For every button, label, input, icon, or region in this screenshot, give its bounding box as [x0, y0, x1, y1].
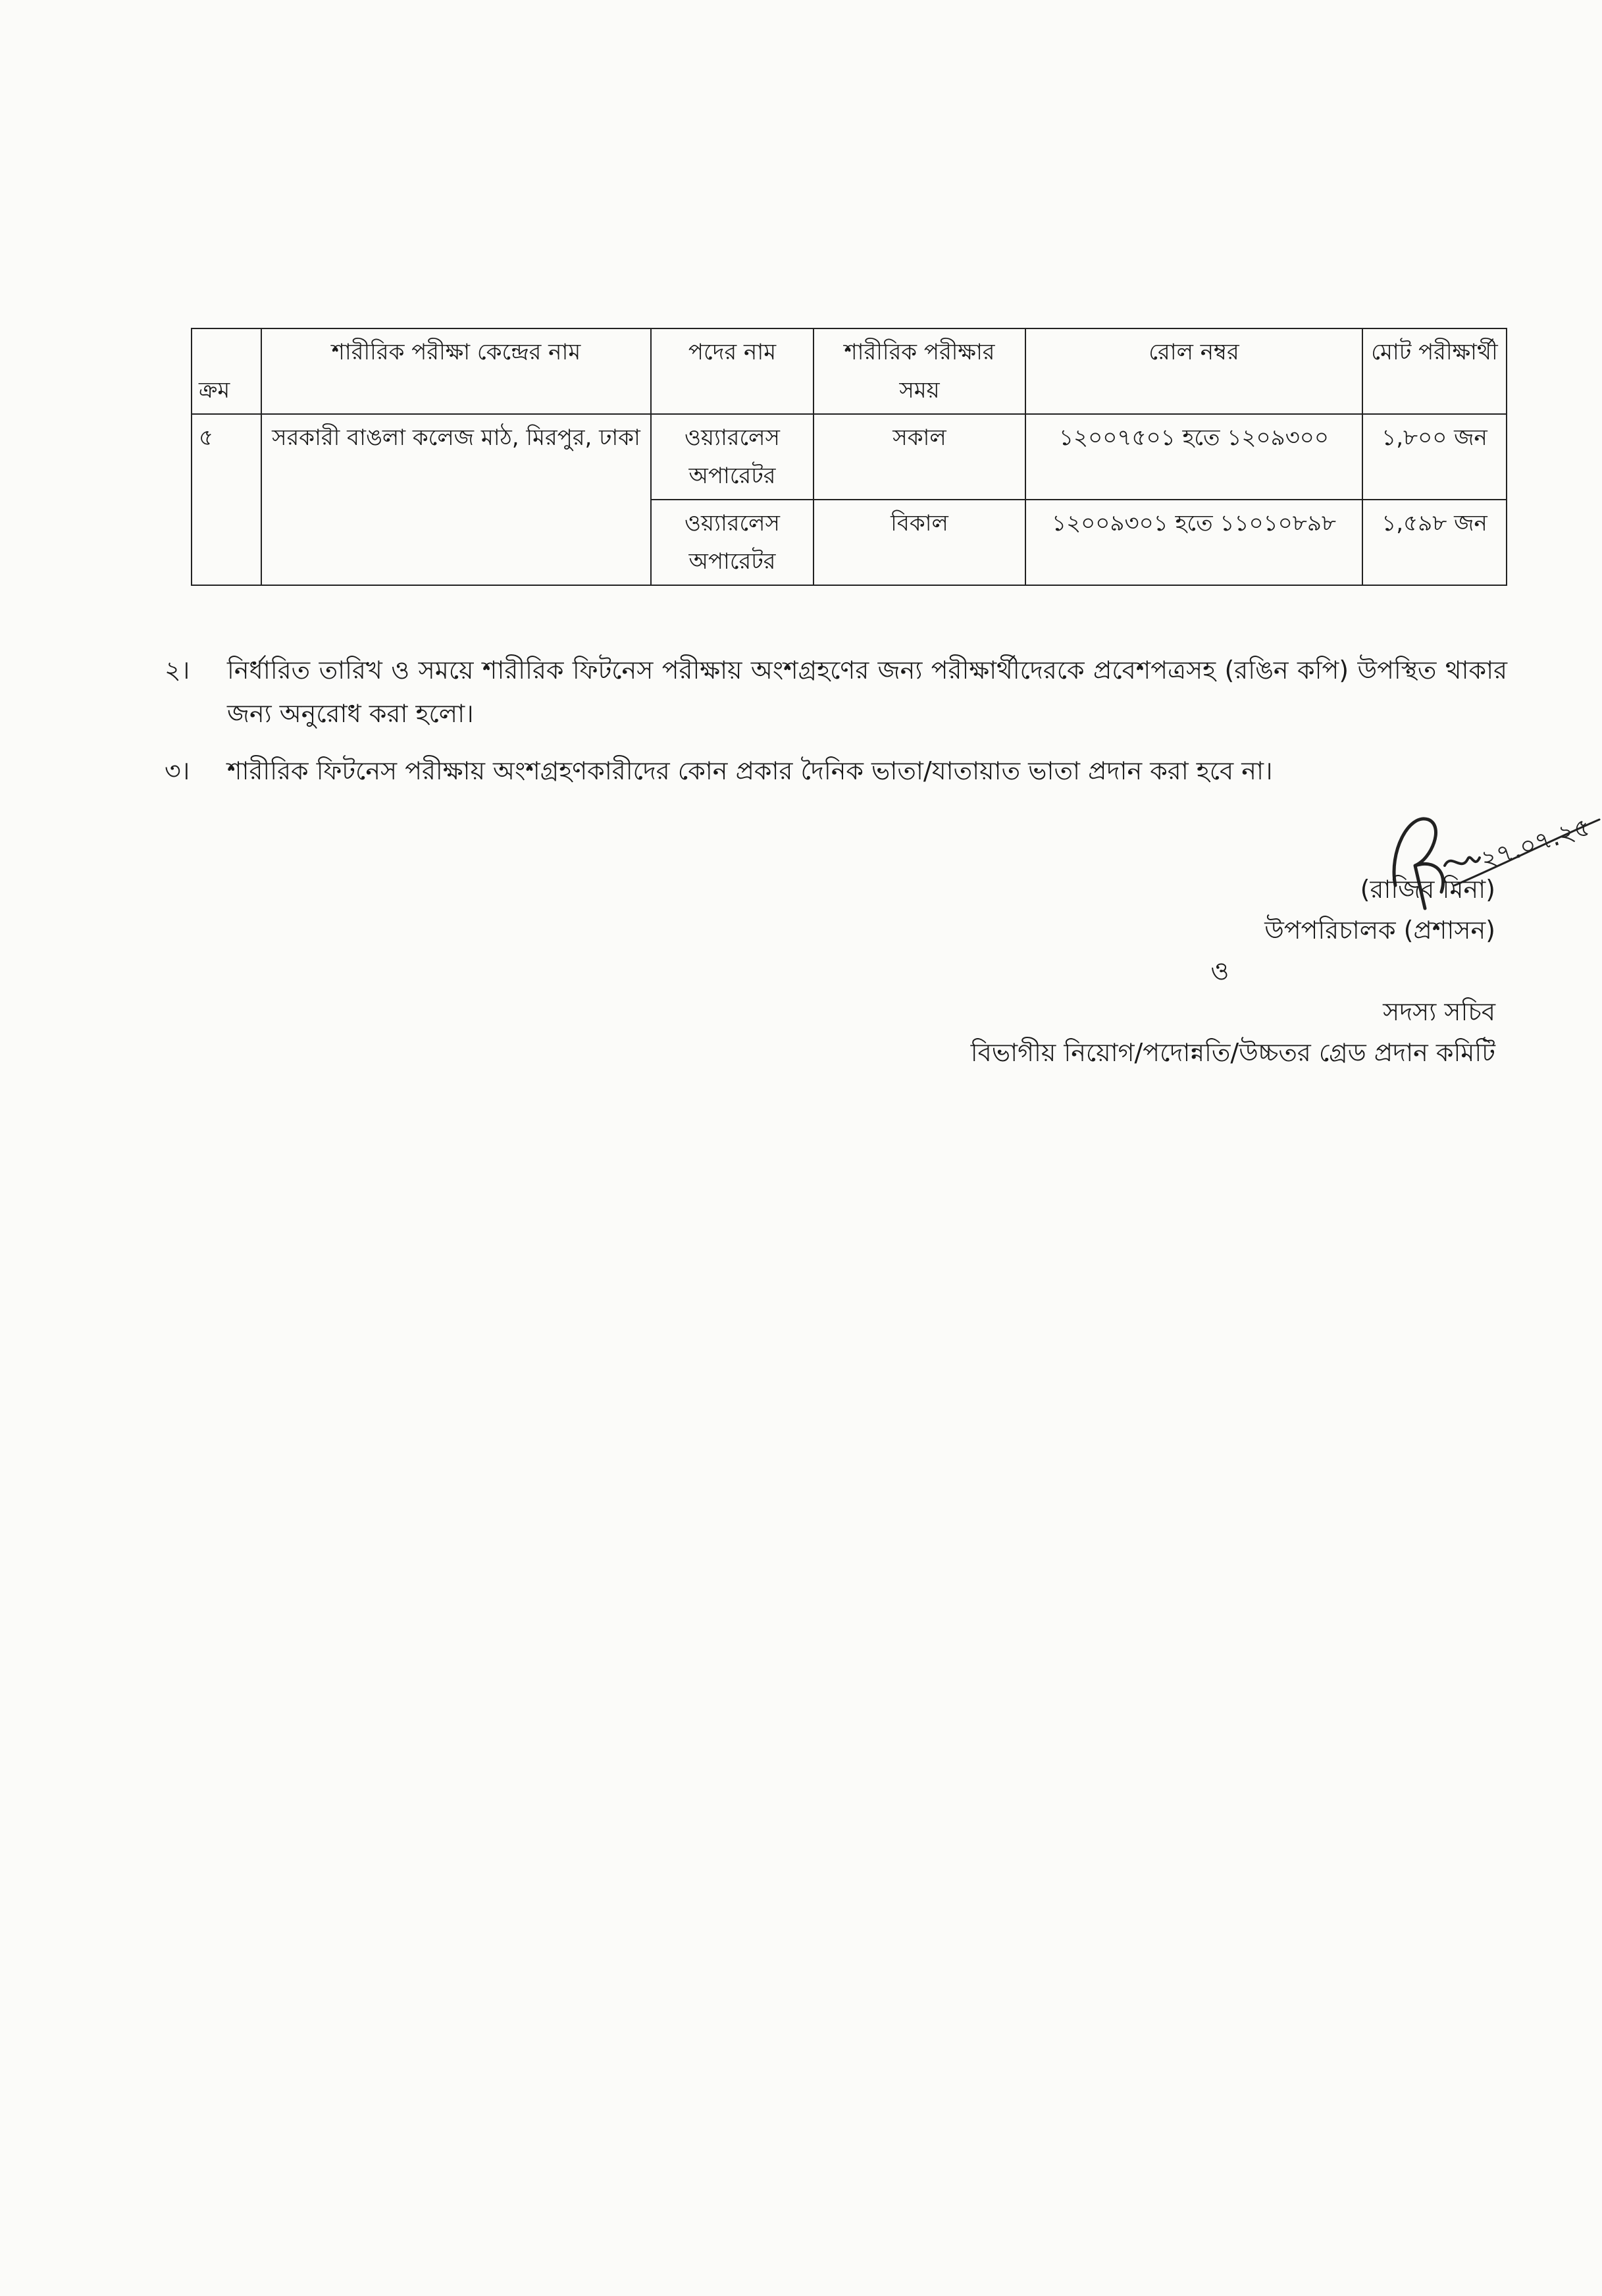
- cell-center-name: সরকারী বাঙলা কলেজ মাঠ, মিরপুর, ঢাকা: [261, 414, 651, 585]
- paragraph-text: নির্ধারিত তারিখ ও সময়ে শারীরিক ফিটনেস পরীক্ষায় অংশগ্রহণের জন্য পরীক্ষার্থীদেরকে প্রবেশপত্রসহ (রঙিন কপি) উপস্থিত থাকার জন্য অনুরোধ করা হলো।: [227, 656, 1507, 728]
- instruction-paragraph-2: [165, 648, 1507, 735]
- instruction-paragraph-3: [165, 749, 1507, 793]
- paragraph-number: ২।: [165, 656, 190, 685]
- header-center-name: শারীরিক পরীক্ষা কেন্দ্রের নাম: [261, 328, 651, 414]
- signatory-block: [971, 869, 1495, 1073]
- signatory-designation: উপপরিচালক (প্রশাসন): [1264, 916, 1495, 945]
- cell-total-candidates: ১,৮০০ জন: [1362, 414, 1507, 500]
- cell-serial: ৫: [192, 414, 261, 585]
- header-serial: ক্রম: [192, 328, 261, 414]
- header-exam-time: শারীরিক পরীক্ষার সময়: [814, 328, 1025, 414]
- signatory-committee: বিভাগীয় নিয়োগ/পদোন্নতি/উচ্চতর গ্রেড প্রদান কমিটি: [970, 1038, 1495, 1067]
- header-roll-number: রোল নম্বর: [1025, 328, 1362, 414]
- signatory-role: সদস্য সচিব: [1383, 997, 1495, 1026]
- signature-date: ২৭.০৭.২৫: [1477, 812, 1594, 875]
- paragraph-text: শারীরিক ফিটনেস পরীক্ষায় অংশগ্রহণকারীদের কোন প্রকার দৈনিক ভাতা/যাতায়াত ভাতা প্রদান করা হবে না।: [227, 756, 1273, 785]
- header-post-name: পদের নাম: [651, 328, 814, 414]
- header-total-candidates: মোট পরীক্ষার্থী: [1362, 328, 1507, 414]
- cell-roll-range: ১২০০৯৩০১ হতে ১১০১০৮৯৮: [1025, 500, 1362, 585]
- cell-exam-time: বিকাল: [814, 500, 1025, 585]
- signatory-conjunction: ও: [1210, 956, 1229, 985]
- cell-exam-time: সকাল: [814, 414, 1025, 500]
- cell-total-candidates: ১,৫৯৮ জন: [1362, 500, 1507, 585]
- paragraph-number: ৩।: [165, 756, 190, 785]
- table-header-row: [192, 328, 1507, 414]
- cell-roll-range: ১২০০৭৫০১ হতে ১২০৯৩০০: [1025, 414, 1362, 500]
- cell-post-name: ওয়্যারলেস অপারেটর: [651, 500, 814, 585]
- signatory-name: (রাজিব মিনা): [1360, 875, 1495, 904]
- table-row: [192, 414, 1507, 500]
- cell-post-name: ওয়্যারলেস অপারেটর: [651, 414, 814, 500]
- exam-schedule-table: [191, 328, 1507, 586]
